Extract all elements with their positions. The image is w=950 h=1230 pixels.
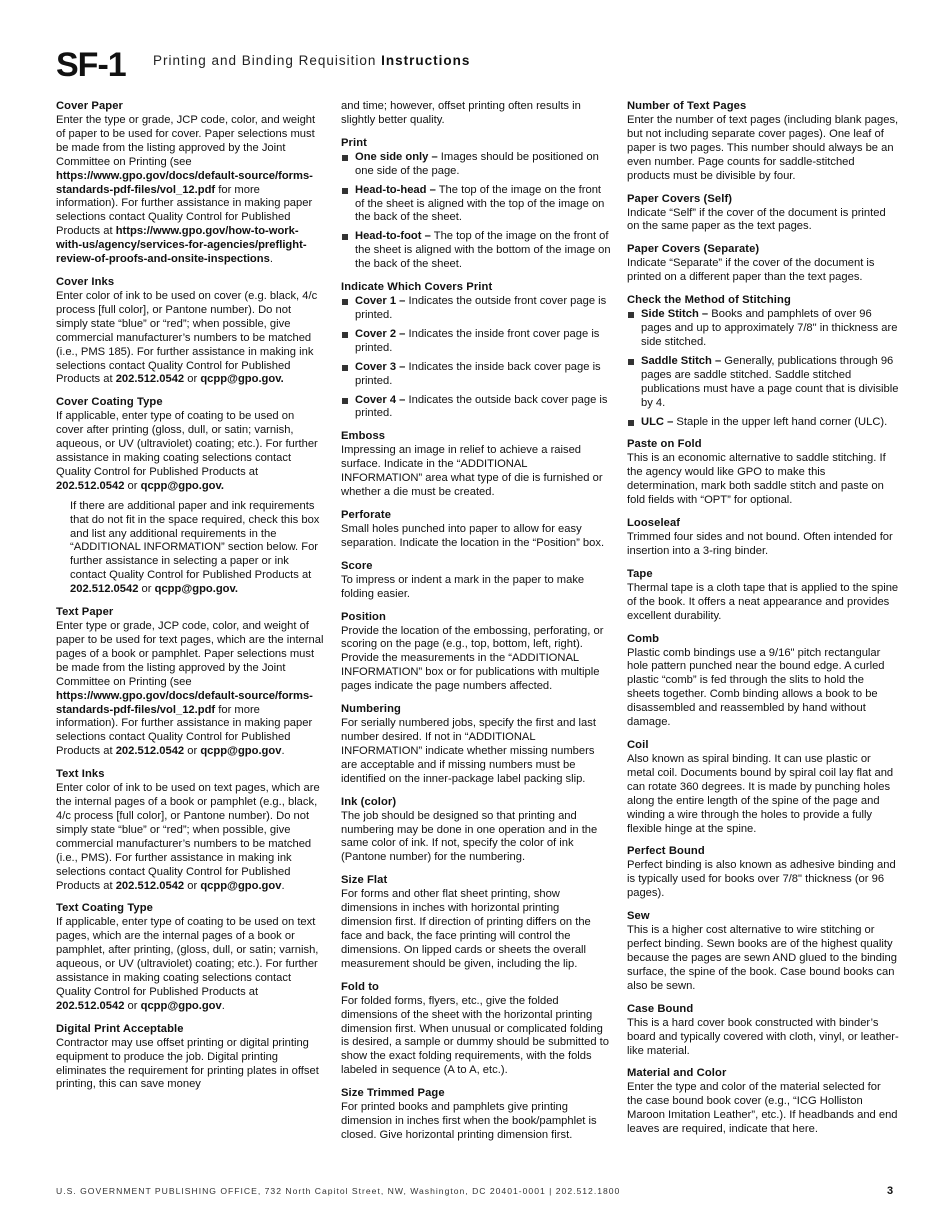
section-number-of-text-pages <box>627 100 899 184</box>
body-text: . <box>281 745 285 758</box>
bullet-label: Cover 4 – <box>355 393 406 406</box>
section-heading: Paper Covers (Separate) <box>627 243 760 256</box>
page-number: 3 <box>887 1185 894 1197</box>
body-text: Enter the type and color of the material selected for the case bound book cover (e.g., “ICG Holliston Maroon Imitation Leather”, etc.). If headbands and end leaves are required, indicate that here. <box>627 1081 898 1136</box>
body-text: Impressing an image in relief to achieve a raised surface. Indicate in the “ADDITIONAL INFORMATION” area what type of die is furnished or whether a die must be created. <box>341 444 603 499</box>
section-body <box>341 523 611 551</box>
bullet-list <box>341 295 611 421</box>
body-text: Small holes punched into paper to allow for easy separation. Indicate the location in the “Position” box. <box>341 522 605 549</box>
section-heading: Text Inks <box>56 768 105 781</box>
section-heading: Cover Inks <box>56 275 115 288</box>
section-print <box>341 137 611 272</box>
section-body <box>627 859 899 901</box>
bullet-item <box>341 295 611 323</box>
bullet-item <box>627 416 899 430</box>
section-heading: Size Trimmed Page <box>341 1087 445 1100</box>
section-case-bound <box>627 1003 899 1059</box>
body-text: For printed books and pamphlets give printing dimension in inches first when the book/pamphlet is closed. Give horizontal printing dimension first. <box>341 1101 597 1141</box>
body-text: Plastic comb bindings use a 9/16" pitch rectangular hole pattern punched near the bound edge. A curled plastic “comb” is fed through the slits to hold the sheets together. Comb binding allows a book to be disassembled and reassembled by hand without damage. <box>627 646 885 729</box>
checkbox-note <box>56 500 324 597</box>
section-heading: Comb <box>627 632 660 645</box>
body-text: . <box>281 879 285 892</box>
bullet-text: Staple in the upper left hand corner (ULC). <box>673 415 888 428</box>
section-heading: Digital Print Acceptable <box>56 1022 184 1035</box>
header-title-plain: Printing and Binding Requisition <box>153 53 382 68</box>
bullet-text: The top of the image on the front of the sheet is aligned with the top of the image on the back of the sheet. <box>355 183 605 224</box>
body-text: or <box>124 479 141 492</box>
section-body <box>627 207 899 235</box>
section-position <box>341 611 611 695</box>
bullet-text: Indicates the inside back cover page is printed. <box>355 360 601 387</box>
section-heading: Text Paper <box>56 606 114 619</box>
section-size-trimmed-page <box>341 1087 611 1143</box>
body-text: If there are additional paper and ink requirements that do not fit in the space required, check this box and list any additional requirements in the “ADDITIONAL INFORMATION” section below. For further assistance in selecting a paper or ink contact Quality Control for Published Products at <box>70 499 320 582</box>
emphasis-text: https://www.gpo.gov/docs/default-source/forms-standards-pdf-files/vol_12.pdf <box>56 169 313 196</box>
section-numbering <box>341 703 611 787</box>
section-score <box>341 560 611 602</box>
section-heading: Perforate <box>341 508 392 521</box>
bullet-label: Cover 2 – <box>355 327 406 340</box>
section-perfect-bound <box>627 845 899 901</box>
emphasis-text: qcpp@gpo.gov. <box>200 373 284 386</box>
section-body <box>341 574 611 602</box>
body-text: Enter color of ink to be used on cover (e.g. black, 4/c process [full color], or Pantone number). Do not simply state “blue” or “red”; when possible, give commercial manufacturer’s numbers to be matched (i.e., PMS 185). For further assistance in making ink selections contact Quality Control for Published Products at <box>56 289 318 386</box>
body-text: Thermal tape is a cloth tape that is applied to the spine of the book. It offers a neat appearance and provides excellent durability. <box>627 581 899 622</box>
section-heading: Cover Paper <box>56 100 124 112</box>
square-bullet-icon <box>342 299 348 305</box>
bullet-label: Side Stitch – <box>641 308 709 321</box>
emphasis-text: 202.512.0542 <box>70 583 139 596</box>
bullet-label: Cover 1 – <box>355 295 406 308</box>
section-coil <box>627 739 899 836</box>
section-heading: Coil <box>627 739 649 751</box>
section-body <box>627 924 899 994</box>
body-text: Provide the location of the embossing, perforating, or scoring on the page (e.g., top, bottom, left, right). Provide the measurements in the “ADDITIONAL INFORMATION” box or for publications with multiple pages indicate the page numbers affected. <box>341 624 604 693</box>
section-comb <box>627 633 899 730</box>
section-body <box>341 995 611 1078</box>
body-text: or <box>124 999 141 1012</box>
body-text: Indicate “Self” if the cover of the document is printed on the same paper as the text pages. <box>627 206 886 233</box>
emphasis-text: 202.512.0542 <box>115 879 185 892</box>
section-fold-to <box>341 981 611 1078</box>
section-heading: Cover Coating Type <box>56 396 163 409</box>
section-heading: Numbering <box>341 703 401 716</box>
emphasis-text: 202.512.0542 <box>115 373 185 386</box>
section-body <box>627 753 899 836</box>
square-bullet-icon <box>342 398 348 404</box>
section-body <box>56 1037 324 1093</box>
section-cover-inks <box>56 276 324 387</box>
section-material-and-color <box>627 1067 899 1137</box>
body-text: For folded forms, flyers, etc., give the folded dimensions of the sheet with the horizontal printing dimension first. When unusual or complicated folding is desired, a sample or dummy should be submitted to show the exact folding requirements, with the folds labeled in sequence (A to A, etc.). <box>341 994 610 1077</box>
body-text: This is a hard cover book constructed with binder’s board and typically covered with cloth, vinyl, or leather-like material. <box>627 1016 899 1057</box>
bullet-item <box>627 308 899 350</box>
body-text: Perfect binding is also known as adhesive binding and is typically used for books over 7/8" thickness (or 96 pages). <box>627 859 896 900</box>
section-heading: Size Flat <box>341 874 388 887</box>
form-id: SF-1 <box>56 46 126 84</box>
section-ink-color <box>341 796 611 866</box>
column-1 <box>56 100 324 1101</box>
bullet-item <box>341 230 611 272</box>
column-3 <box>627 100 899 1146</box>
body-text: for more information). For further assistance in making paper selections contact Quality Control for Published Products at <box>56 703 313 758</box>
body-text: This is a higher cost alternative to wire stitching or perfect binding. Sewn books are of the highest quality because the pages are sewn AND glued to the binding surface, the spine of the book. Case bound books can also be sewn. <box>627 924 897 992</box>
section-digital-print-continued <box>341 100 611 128</box>
section-text-coating-type <box>56 902 324 1013</box>
body-text: and time; however, offset printing often results in slightly better quality. <box>341 100 581 126</box>
square-bullet-icon <box>342 155 348 161</box>
bullet-label: Saddle Stitch – <box>641 354 722 367</box>
section-heading: Sew <box>627 910 650 923</box>
body-text: Enter color of ink to be used on text pages, which are the internal pages of a book or pamphlet (e.g., black, 4/c process [full color], or Pantone number). Do not simply state “blue” or “red”; when possible, give commercial manufacturer’s numbers to be matched (i.e., PMS). For further assistance in making ink selections contact Quality Control for Published Products at <box>56 782 320 892</box>
section-looseleaf <box>627 517 899 559</box>
body-text: Trimmed four sides and not bound. Often intended for insertion into a 3-ring binder. <box>627 531 893 557</box>
section-size-flat <box>341 874 611 971</box>
bullet-item <box>341 394 611 422</box>
section-body <box>627 1017 899 1059</box>
section-heading: Fold to <box>341 980 379 993</box>
section-heading: Print <box>341 136 367 149</box>
body-text: Indicate “Separate” if the cover of the document is printed on a different paper than the text pages. <box>627 257 875 284</box>
section-heading: Paste on Fold <box>627 438 702 451</box>
section-body <box>56 916 324 1013</box>
section-body <box>341 888 611 971</box>
section-body <box>627 1081 899 1137</box>
section-text-inks <box>56 768 324 893</box>
section-body <box>341 625 611 695</box>
section-cover-coating-type <box>56 396 324 597</box>
section-check-method-of-stitching <box>627 294 899 429</box>
body-text: . <box>221 999 225 1012</box>
body-text: If applicable, enter type of coating to be used on text pages, which are the internal pages of a book or pamphlet, after printing, (gloss, dull, or satin; varnish, aqueous, or UV (ultraviolet) coating; etc.). For further assistance in making coating selections contact Quality Control for Published Products at <box>56 916 319 998</box>
emphasis-text: qcpp@gpo.gov <box>140 999 222 1012</box>
section-heading: Tape <box>627 567 653 580</box>
section-body <box>341 1101 611 1143</box>
body-text: This is an economic alternative to saddle stitching. If the agency would like GPO to make this determination, mark both saddle stitch and paste on fold fields with “OPT” for optional. <box>627 452 886 507</box>
bullet-item <box>627 355 899 411</box>
emphasis-text: 202.512.0542 <box>56 479 125 492</box>
section-paper-covers-self <box>627 193 899 235</box>
bullet-text: Indicates the inside front cover page is printed. <box>355 327 600 354</box>
body-text: or <box>184 373 201 386</box>
bullet-text: Images should be positioned on one side of the page. <box>355 150 599 177</box>
body-text: Enter the number of text pages (including blank pages, but not including separate cover pages). One leaf of paper is two pages. This number should always be an even number. Page counts for saddle-stitched products must be divisible by four. <box>627 114 899 182</box>
square-bullet-icon <box>342 365 348 371</box>
bullet-text: The top of the image on the front of the sheet is aligned with the bottom of the image on the back of the sheet. <box>355 230 611 271</box>
emphasis-text: https://www.gpo.gov/docs/default-source/forms-standards-pdf-files/vol_12.pdf <box>56 689 313 716</box>
square-bullet-icon <box>628 312 634 318</box>
bullet-list <box>627 308 899 429</box>
section-cover-paper <box>56 100 324 267</box>
section-tape <box>627 568 899 624</box>
section-body <box>56 410 324 493</box>
body-text: For forms and other flat sheet printing, show dimensions in inches with horizontal printing dimension first. If direction of printing differs on the face and back, the face printing will control the dimensions. On lipped cards or sheets the overall measurement should be given, including the lip. <box>341 888 591 970</box>
section-body <box>341 444 611 500</box>
body-text: For serially numbered jobs, specify the first and last number desired. If not in “ADDITIONAL INFORMATION” indicate whether missing numbers are acceptable and if missing numbers must be identified on the inner-package label packing slip. <box>341 717 596 785</box>
bullet-text: Indicates the outside back cover page is printed. <box>355 393 608 420</box>
square-bullet-icon <box>342 234 348 240</box>
body-text: or <box>184 879 201 892</box>
section-body <box>627 257 899 285</box>
body-text: If applicable, enter type of coating to be used on cover after printing (gloss, dull, or satin; varnish, aqueous, or UV (ultraviolet) coating; etc.). For further assistance in making coating selections contact Quality Control for Published Products at <box>56 410 318 478</box>
body-text: or <box>184 745 201 758</box>
emphasis-text: qcpp@gpo.gov <box>200 745 282 758</box>
bullet-item <box>341 361 611 389</box>
body-text: for more information). For further assistance in making paper selections contact Quality Control for Published Products at <box>56 183 313 238</box>
body-text: Enter the type or grade, JCP code, color, and weight of paper to be used for cover. Paper selections must be made from the listing approved by the Joint Committee on Printing (see <box>56 114 316 168</box>
bullet-item <box>341 184 611 226</box>
section-heading: Case Bound <box>627 1002 694 1015</box>
square-bullet-icon <box>342 332 348 338</box>
emphasis-text: qcpp@gpo.gov. <box>154 583 239 596</box>
body-text: To impress or indent a mark in the paper to make folding easier. <box>341 573 585 600</box>
section-digital-print-acceptable <box>56 1023 324 1093</box>
bullet-text: Books and pamphlets of over 96 pages and up to approximately 7/8" in thickness are side stitched. <box>641 308 898 348</box>
section-perforate <box>341 509 611 551</box>
section-indicate-which-covers-print <box>341 281 611 421</box>
bullet-label: One side only – <box>355 150 438 163</box>
section-body <box>627 114 899 184</box>
section-heading: Check the Method of Stitching <box>627 294 791 307</box>
body-text: Enter type or grade, JCP code, color, and weight of paper to be used for text pages, which are the internal pages of a book or pamphlet. Paper selections must be made from the listing approved by the Joint Committee on Printing (see <box>56 620 324 688</box>
column-2 <box>341 100 611 1152</box>
section-heading: Score <box>341 559 373 572</box>
section-paste-on-fold <box>627 438 899 508</box>
section-heading: Text Coating Type <box>56 902 154 915</box>
section-paper-covers-separate <box>627 243 899 285</box>
body-text: The job should be designed so that printing and numbering may be done in one operation and in the same color of ink. If not, specify the color of ink (Pantone number) for the numbering. <box>341 809 598 864</box>
bullet-label: Cover 3 – <box>355 360 406 373</box>
body-text: Contractor may use offset printing or digital printing equipment to produce the job. Digital printing eliminates the requirement for printing plates in offset printing, this can save money <box>56 1036 319 1091</box>
section-heading: Looseleaf <box>627 517 681 530</box>
section-heading: Emboss <box>341 430 386 443</box>
bullet-label: Head-to-head – <box>355 183 436 196</box>
section-body <box>627 452 899 508</box>
bullet-label: Head-to-foot – <box>355 230 431 243</box>
emphasis-text: qcpp@gpo.gov <box>200 879 282 892</box>
emphasis-text: 202.512.0542 <box>115 745 185 758</box>
bullet-item <box>341 151 611 179</box>
square-bullet-icon <box>342 188 348 194</box>
bullet-text: Indicates the outside front cover page is printed. <box>355 295 607 321</box>
footer-address: U.S. GOVERNMENT PUBLISHING OFFICE, 732 North Capitol Street, NW, Washington, DC 20401-0001 | 202.512.1800 <box>56 1186 621 1196</box>
header-title-bold: Instructions <box>381 53 471 68</box>
section-heading: Indicate Which Covers Print <box>341 281 493 294</box>
emphasis-text: 202.512.0542 <box>56 999 125 1012</box>
section-sew <box>627 910 899 994</box>
emphasis-text: qcpp@gpo.gov. <box>140 479 225 492</box>
section-body <box>56 782 324 893</box>
section-heading: Perfect Bound <box>627 845 705 858</box>
section-heading: Paper Covers (Self) <box>627 192 733 205</box>
section-heading: Position <box>341 610 386 623</box>
section-heading: Material and Color <box>627 1067 727 1080</box>
section-body <box>341 810 611 866</box>
section-body <box>56 114 324 267</box>
bullet-item <box>341 328 611 356</box>
bullet-label: ULC – <box>641 415 674 428</box>
section-body <box>56 620 324 759</box>
section-heading: Ink (color) <box>341 795 397 808</box>
section-body <box>627 582 899 624</box>
section-emboss <box>341 430 611 500</box>
section-body <box>56 290 324 387</box>
section-text-paper <box>56 606 324 759</box>
square-bullet-icon <box>628 420 634 426</box>
body-text: Also known as spiral binding. It can use plastic or metal coil. Documents bound by spiral coil lay flat and can rotate 360 degrees. It is made by punching holes along the entire length of the spine of the page and winding a wire through the holes to provide a fully flexible hinge at the spine. <box>627 753 894 835</box>
body-text: or <box>138 583 155 596</box>
square-bullet-icon <box>628 359 634 365</box>
section-heading: Number of Text Pages <box>627 100 747 112</box>
header-title <box>153 53 470 68</box>
emphasis-text: https://www.gpo.gov/how-to-work-with-us/agency/services-for-agencies/preflight-review-of-proofs-and-onsite-inspections <box>56 225 307 266</box>
section-body <box>627 531 899 559</box>
bullet-list <box>341 151 611 272</box>
body-text: . <box>269 253 273 266</box>
section-body <box>627 647 899 730</box>
bullet-text: Generally, publications through 96 pages are saddle stitched. Saddle stitched publications must have a page count that is divisible by 4. <box>641 354 899 409</box>
section-body <box>341 100 611 128</box>
section-body <box>341 717 611 787</box>
